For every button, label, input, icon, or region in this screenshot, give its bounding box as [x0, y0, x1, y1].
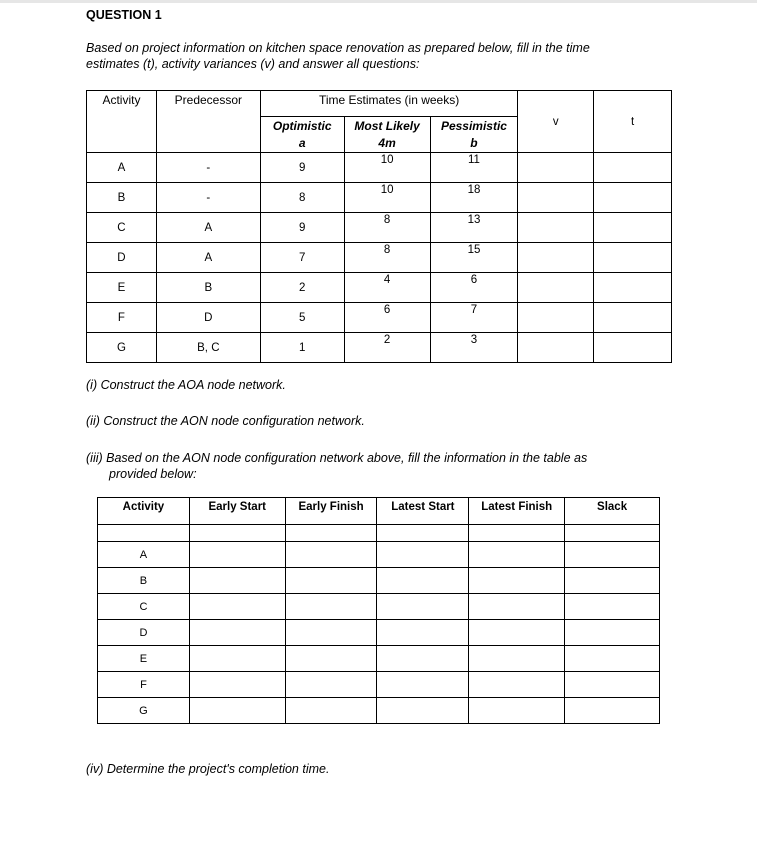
- pessimistic-cell: 7: [430, 303, 518, 333]
- schedule-table: [97, 497, 660, 724]
- intro-line-2: estimates (t), activity variances (v) and answer all questions:: [86, 57, 420, 71]
- table-row: [87, 273, 672, 303]
- early-finish-cell[interactable]: [285, 542, 377, 568]
- early-finish-cell[interactable]: [285, 620, 377, 646]
- header-t: t: [594, 91, 672, 153]
- intro-line-1: Based on project information on kitchen space renovation as prepared below, fill in the time: [86, 41, 590, 55]
- table-row: [87, 183, 672, 213]
- top-border: [0, 0, 757, 3]
- most-likely-cell: 8: [344, 243, 430, 273]
- optimistic-cell: 7: [260, 243, 344, 273]
- table-row: [98, 698, 660, 724]
- activity-cell: D: [87, 243, 157, 273]
- slack-cell[interactable]: [565, 568, 660, 594]
- early-start-cell[interactable]: [189, 672, 285, 698]
- table-row: [87, 153, 672, 183]
- activity-cell: F: [87, 303, 157, 333]
- question-ii: (ii) Construct the AON node configuration network.: [86, 414, 365, 428]
- question-i: (i) Construct the AOA node network.: [86, 378, 286, 392]
- latest-start-cell[interactable]: [377, 698, 469, 724]
- time-cell[interactable]: [594, 333, 672, 363]
- slack-cell[interactable]: [565, 542, 660, 568]
- latest-finish-cell[interactable]: [469, 568, 565, 594]
- variance-cell[interactable]: [518, 243, 594, 273]
- spacer-cell: [469, 525, 565, 542]
- time-cell[interactable]: [594, 213, 672, 243]
- most-likely-cell: 10: [344, 153, 430, 183]
- pessimistic-cell: 11: [430, 153, 518, 183]
- activity-cell: F: [98, 672, 190, 698]
- header-optimistic: Optimistic: [260, 117, 344, 135]
- activity-cell: C: [87, 213, 157, 243]
- symbol-b: b: [430, 135, 518, 153]
- header-activity: Activity: [87, 91, 157, 153]
- activity-cell: B: [87, 183, 157, 213]
- most-likely-cell: 6: [344, 303, 430, 333]
- most-likely-cell: 4: [344, 273, 430, 303]
- pessimistic-cell: 13: [430, 213, 518, 243]
- most-likely-cell: 8: [344, 213, 430, 243]
- header-slack: Slack: [565, 498, 660, 525]
- variance-cell[interactable]: [518, 273, 594, 303]
- pessimistic-cell: 15: [430, 243, 518, 273]
- table-row: [87, 213, 672, 243]
- header-predecessor: Predecessor: [156, 91, 260, 153]
- header-pessimistic: Pessimistic: [430, 117, 518, 135]
- predecessor-cell: -: [156, 153, 260, 183]
- variance-cell[interactable]: [518, 303, 594, 333]
- latest-start-cell[interactable]: [377, 594, 469, 620]
- predecessor-cell: B, C: [156, 333, 260, 363]
- header-latest-finish: Latest Finish: [469, 498, 565, 525]
- optimistic-cell: 9: [260, 153, 344, 183]
- symbol-a: a: [260, 135, 344, 153]
- activity-cell: G: [98, 698, 190, 724]
- most-likely-cell: 10: [344, 183, 430, 213]
- early-finish-cell[interactable]: [285, 568, 377, 594]
- header-v: v: [518, 91, 594, 153]
- early-start-cell[interactable]: [189, 620, 285, 646]
- variance-cell[interactable]: [518, 183, 594, 213]
- symbol-4m: 4m: [344, 135, 430, 153]
- early-start-cell[interactable]: [189, 646, 285, 672]
- most-likely-cell: 2: [344, 333, 430, 363]
- latest-finish-cell[interactable]: [469, 646, 565, 672]
- table-row: [98, 620, 660, 646]
- activity-cell: A: [87, 153, 157, 183]
- table-row: [98, 594, 660, 620]
- spacer-cell: [98, 525, 190, 542]
- predecessor-cell: B: [156, 273, 260, 303]
- optimistic-cell: 5: [260, 303, 344, 333]
- variance-cell[interactable]: [518, 333, 594, 363]
- spacer-cell: [285, 525, 377, 542]
- question-heading: QUESTION 1: [86, 8, 162, 22]
- latest-finish-cell[interactable]: [469, 672, 565, 698]
- activity-cell: G: [87, 333, 157, 363]
- table-row: [87, 333, 672, 363]
- time-cell[interactable]: [594, 153, 672, 183]
- header-early-start: Early Start: [189, 498, 285, 525]
- time-cell[interactable]: [594, 273, 672, 303]
- early-start-cell[interactable]: [189, 542, 285, 568]
- optimistic-cell: 8: [260, 183, 344, 213]
- question-iii-line-1: (iii) Based on the AON node configuration network above, fill the information in the table as: [86, 451, 588, 465]
- early-start-cell[interactable]: [189, 568, 285, 594]
- header-activity: Activity: [98, 498, 190, 525]
- activity-cell: D: [98, 620, 190, 646]
- activity-cell: C: [98, 594, 190, 620]
- question-iii: [86, 450, 676, 482]
- optimistic-cell: 9: [260, 213, 344, 243]
- slack-cell[interactable]: [565, 594, 660, 620]
- pessimistic-cell: 18: [430, 183, 518, 213]
- spacer-cell: [189, 525, 285, 542]
- latest-start-cell[interactable]: [377, 620, 469, 646]
- predecessor-cell: A: [156, 213, 260, 243]
- activity-cell: E: [98, 646, 190, 672]
- latest-start-cell[interactable]: [377, 646, 469, 672]
- table-row: [87, 303, 672, 333]
- latest-start-cell[interactable]: [377, 542, 469, 568]
- early-start-cell[interactable]: [189, 594, 285, 620]
- time-cell[interactable]: [594, 183, 672, 213]
- table-row: [98, 542, 660, 568]
- table-row: [87, 243, 672, 273]
- early-start-cell[interactable]: [189, 698, 285, 724]
- header-latest-start: Latest Start: [377, 498, 469, 525]
- latest-finish-cell[interactable]: [469, 620, 565, 646]
- early-finish-cell[interactable]: [285, 698, 377, 724]
- early-finish-cell[interactable]: [285, 646, 377, 672]
- activity-cell: A: [98, 542, 190, 568]
- spacer-cell: [377, 525, 469, 542]
- header-time-estimates: Time Estimates (in weeks): [260, 91, 518, 117]
- table-row: [98, 672, 660, 698]
- activity-cell: E: [87, 273, 157, 303]
- header-early-finish: Early Finish: [285, 498, 377, 525]
- slack-cell[interactable]: [565, 620, 660, 646]
- latest-finish-cell[interactable]: [469, 542, 565, 568]
- activity-cell: B: [98, 568, 190, 594]
- variance-cell[interactable]: [518, 213, 594, 243]
- table-row: [98, 646, 660, 672]
- latest-start-cell[interactable]: [377, 672, 469, 698]
- predecessor-cell: A: [156, 243, 260, 273]
- intro-text: [86, 40, 686, 72]
- early-finish-cell[interactable]: [285, 594, 377, 620]
- predecessor-cell: D: [156, 303, 260, 333]
- spacer-cell: [565, 525, 660, 542]
- early-finish-cell[interactable]: [285, 672, 377, 698]
- slack-cell[interactable]: [565, 646, 660, 672]
- optimistic-cell: 1: [260, 333, 344, 363]
- variance-cell[interactable]: [518, 153, 594, 183]
- latest-finish-cell[interactable]: [469, 698, 565, 724]
- slack-cell[interactable]: [565, 672, 660, 698]
- latest-start-cell[interactable]: [377, 568, 469, 594]
- header-most-likely: Most Likely: [344, 117, 430, 135]
- optimistic-cell: 2: [260, 273, 344, 303]
- predecessor-cell: -: [156, 183, 260, 213]
- pessimistic-cell: 3: [430, 333, 518, 363]
- slack-cell[interactable]: [565, 698, 660, 724]
- time-cell[interactable]: [594, 243, 672, 273]
- table-row: [98, 568, 660, 594]
- latest-finish-cell[interactable]: [469, 594, 565, 620]
- question-iii-line-2: provided below:: [109, 467, 197, 481]
- time-cell[interactable]: [594, 303, 672, 333]
- pessimistic-cell: 6: [430, 273, 518, 303]
- question-iv: (iv) Determine the project's completion time.: [86, 762, 330, 776]
- time-estimates-table: [86, 90, 672, 363]
